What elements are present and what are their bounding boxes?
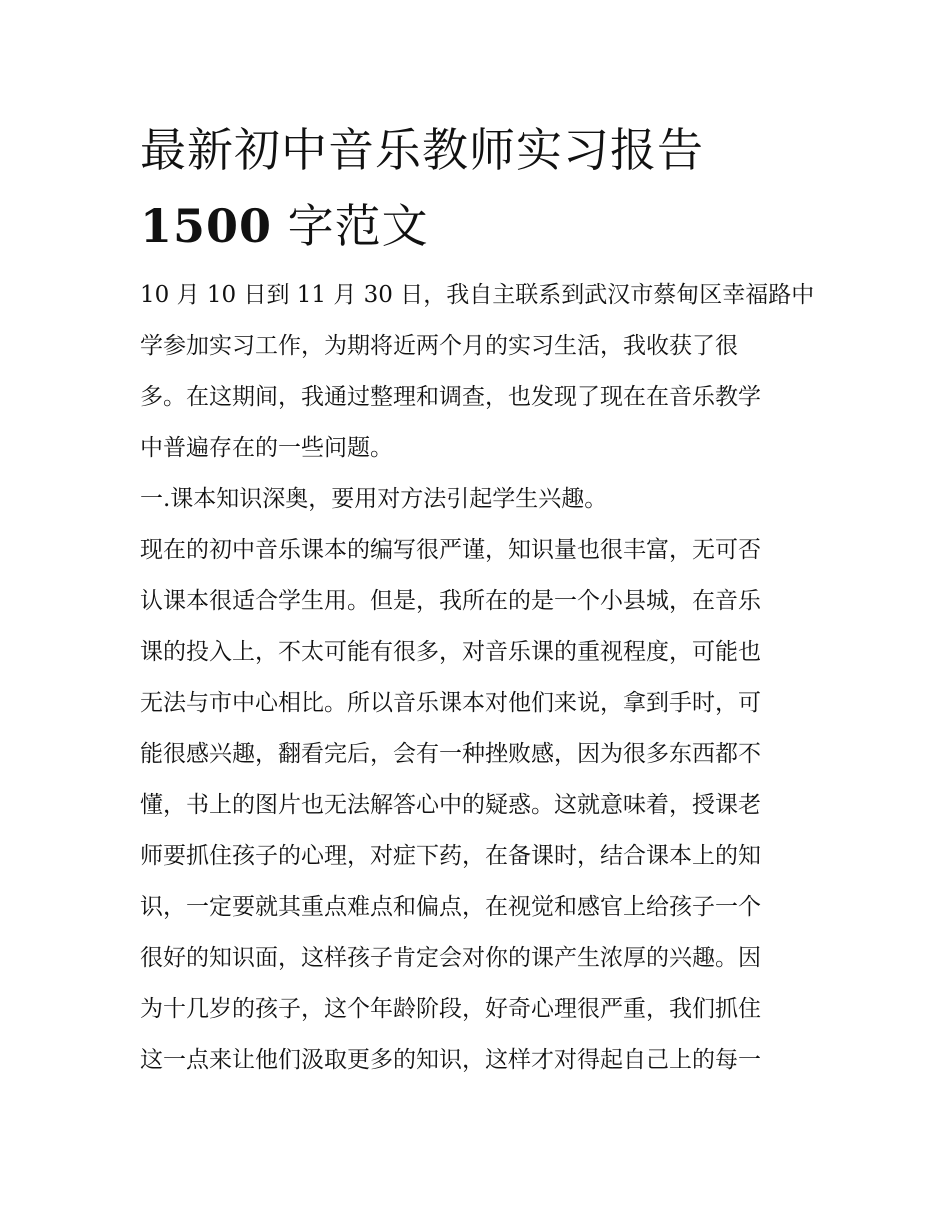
body-line-4: 中普遍存在的一些问题。: [140, 435, 393, 461]
body-line-6: 现在的初中音乐课本的编写很严谨，知识量也很丰富，无可否: [140, 537, 761, 563]
body-line-7: 认课本很适合学生用。但是，我所在的是一个小县城，在音乐: [140, 588, 761, 614]
body-line-1: 10 月 10 日到 11 月 30 日，我自主联系到武汉市蔡甸区幸福路中: [140, 282, 815, 308]
document-title-line-1: 最新初中音乐教师实习报告: [140, 123, 704, 177]
body-line-14: 很好的知识面，这样孩子肯定会对你的课产生浓厚的兴趣。因: [140, 945, 761, 971]
body-line-15: 为十几岁的孩子，这个年龄阶段，好奇心理很严重，我们抓住: [140, 996, 761, 1022]
document-title-rest: 字范文: [272, 199, 429, 253]
body-line-16: 这一点来让他们汲取更多的知识，这样才对得起自己上的每一: [140, 1047, 761, 1073]
document-title-line-2: [140, 188, 812, 264]
body-line-3: 多。在这期间，我通过整理和调查，也发现了现在在音乐教学: [140, 384, 761, 410]
body-line-10: 能很感兴趣，翻看完后，会有一种挫败感，因为很多东西都不: [140, 741, 761, 767]
body-line-9: 无法与市中心相比。所以音乐课本对他们来说，拿到手时，可: [140, 690, 761, 716]
section-heading-1: 一.课本知识深奥，要用对方法引起学生兴趣。: [140, 486, 608, 512]
document-body: [140, 270, 815, 1086]
body-line-13: 识，一定要就其重点难点和偏点，在视觉和感官上给孩子一个: [140, 894, 761, 920]
document-page: [140, 112, 815, 1086]
body-line-8: 课的投入上，不太可能有很多，对音乐课的重视程度，可能也: [140, 639, 761, 665]
document-title-number: 1500: [140, 199, 273, 253]
body-line-12: 师要抓住孩子的心理，对症下药，在备课时，结合课本上的知: [140, 843, 761, 869]
body-line-2: 学参加实习工作，为期将近两个月的实习生活，我收获了很: [140, 333, 738, 359]
body-line-11: 懂，书上的图片也无法解答心中的疑惑。这就意味着，授课老: [140, 792, 761, 818]
